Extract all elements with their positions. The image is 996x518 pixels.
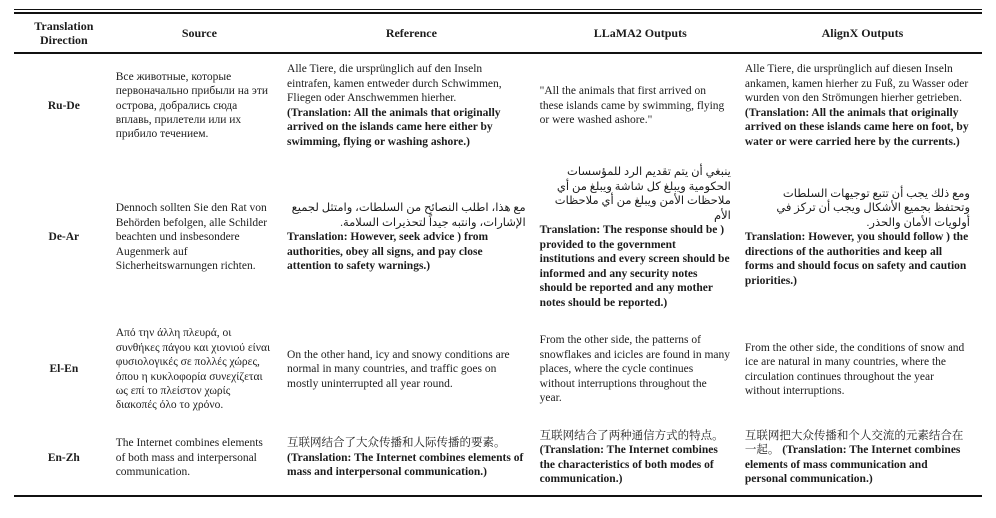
alignx-cell [743, 421, 982, 496]
reference-text: On the other hand, icy and snowy conditions are normal in many countries, and traffic goes on mostly uninterrupted all year round. [287, 348, 510, 390]
reference-translation-text: (Translation: All the animals that originally arrived on the islands came here either by swimming, flying or washing ashore.) [287, 106, 501, 148]
llama2-text: "All the animals that first arrived on these islands came by swimming, flying or were washed ashore." [539, 85, 725, 126]
direction-cell: Ru-De [47, 99, 80, 112]
alignx-cell [743, 318, 982, 421]
llama2-translation-text: Translation: The response should be ) provided to the government institutions and every screen should be informed and any security notes should be reported and any mother notes should be reported.) [539, 224, 730, 309]
source-text: Από την άλλη πλευρά, οι συνθήκες πάγου και χιονιού είναι φυσιολογικές σε πολλές χώρες, όπου η κυκλοφορία συνεχίζεται ως επί το πλείστον χωρίς διακοπές όλο το χρόνο. [115, 327, 271, 412]
source-cell [114, 157, 285, 318]
alignx-text: From the other side, the conditions of snow and ice are natural in many countries, where the circulation continues throughout the year without interruptions. [744, 341, 965, 397]
llama2-text: ينبغي أن يتم تقديم الرد للمؤسسات الحكومية ويبلغ كل شاشة ويبلغ من أي ملاحظات الأمن ويبلغ من أي ملاحظات الأم [554, 166, 731, 222]
reference-translation-text: Translation: However, seek advice ) from authorities, obey all signs, and pay close attention to safety warnings.) [287, 231, 489, 273]
alignx-cell [743, 157, 982, 318]
source-text: Все животные, которые первоначально прибыли на эти острова, добрались сюда вплавь, прилетели или их прибило течением. [115, 70, 269, 141]
table-top-rule [14, 9, 982, 497]
alignx-text: ومع ذلك يجب أن تتبع توجيهات السلطات وتحتفظ بجميع الأشكال ويجب أن تركز في أولويات الأمان والحذر. [776, 187, 970, 229]
alignx-text: Alle Tiere, die ursprünglich auf diesen Inseln ankamen, kamen hierher zu Fuß, zu Wasser oder wurden von den Strömungen hierher getrieben. [744, 63, 969, 105]
alignx-translation-text: (Translation: All the animals that originally arrived on these islands came here on foot, by water or were carried here by the currents.) [744, 106, 969, 148]
reference-cell [285, 318, 538, 421]
source-cell [114, 318, 285, 421]
llama2-text: 互联网结合了两种通信方式的特点。 [539, 429, 724, 442]
table-header [14, 13, 982, 53]
alignx-text: 互联网把大众传播和个人交流的元素结合在一起。 [744, 429, 964, 457]
llama2-cell [538, 318, 743, 421]
col-header-llama2-outputs: LLaMA2 Outputs [538, 13, 743, 53]
direction-cell: En-Zh [47, 451, 80, 464]
col-header-alignx-outputs: AlignX Outputs [743, 13, 982, 53]
reference-cell [285, 53, 538, 157]
source-cell [114, 421, 285, 496]
reference-translation-text: (Translation: The Internet combines elements of mass and interpersonal communication.) [287, 451, 524, 479]
llama2-text: From the other side, the patterns of snowflakes and icicles are found in many places, where the cycle continues without interruptions throughout the year. [539, 334, 731, 405]
reference-cell [285, 157, 538, 318]
source-text: The Internet combines elements of both mass and interpersonal communication. [115, 437, 263, 479]
col-header-reference: Reference [285, 13, 538, 53]
alignx-cell [743, 53, 982, 157]
reference-text: مع هذا، اطلب النصائح من السلطات، وامتثل لجميع الإشارات، وانتبه جيداً لتحذيرات السلامة. [291, 202, 526, 229]
reference-text: 互联网结合了大众传播和人际传播的要素。 [287, 437, 506, 450]
translations-table [14, 12, 982, 497]
col-header-source: Source [114, 13, 285, 53]
reference-text: Alle Tiere, die ursprünglich auf den Inseln eintrafen, kamen entweder durch Schwimmen, Fliegen oder Anschwemmen hierher. [287, 63, 502, 105]
llama2-translation-text: (Translation: The Internet combines the characteristics of both modes of communication.) [539, 444, 718, 486]
source-cell [114, 53, 285, 157]
table-row [14, 421, 982, 496]
table-row [14, 318, 982, 421]
direction-cell: El-En [49, 363, 79, 376]
table-row [14, 53, 982, 157]
direction-cell: De-Ar [48, 231, 80, 244]
col-header-translation-direction: Translation Direction [14, 13, 114, 53]
llama2-cell [538, 53, 743, 157]
table-row [14, 157, 982, 318]
reference-cell [285, 421, 538, 496]
alignx-translation-text: (Translation: The Internet combines elements of mass communication and personal communication.) [744, 444, 961, 486]
table-body [14, 53, 982, 496]
alignx-translation-text: Translation: However, you should follow ) the directions of the authorities and keep all forms and should focus on safety and caution priorities.) [744, 231, 969, 287]
header-row [14, 13, 982, 53]
llama2-cell [538, 157, 743, 318]
source-text: Dennoch sollten Sie den Rat von Behörden befolgen, alle Schilder beachten und insbesondere Augenmerk auf Sicherheitswarnungen richten. [115, 202, 268, 273]
llama2-cell [538, 421, 743, 496]
